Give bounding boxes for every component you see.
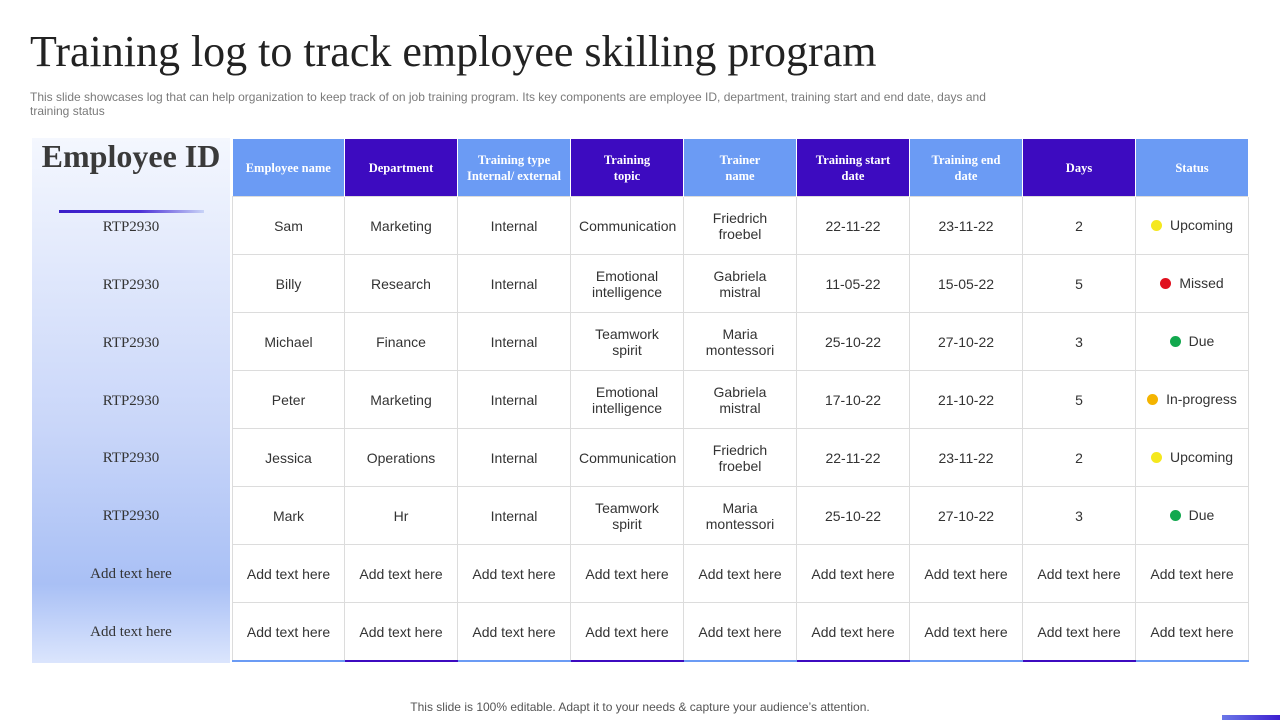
cell-text: 15-05-22 (937, 275, 995, 292)
cell-days (1023, 603, 1136, 662)
cell-employee-name (233, 545, 345, 603)
cell-department (345, 371, 458, 429)
cell-text: 22-11-22 (825, 449, 881, 466)
cell-start-date (797, 429, 910, 487)
header-status (1136, 139, 1249, 197)
status-label: In-progress (1166, 391, 1237, 408)
header-label: Department (368, 160, 434, 175)
cell-employee-name (233, 487, 345, 545)
status-badge (1160, 275, 1223, 291)
cell-text: Gabriela mistral (713, 267, 767, 300)
status-dot-icon (1151, 452, 1162, 463)
header-end-date (910, 139, 1023, 197)
cell-trainer-name (684, 545, 797, 603)
cell-text: Add text here (472, 623, 556, 640)
status-label: Upcoming (1169, 449, 1234, 466)
cell-employee-name (233, 313, 345, 371)
cell-text: 25-10-22 (824, 507, 882, 524)
cell-training-type (458, 429, 571, 487)
employee-id-cell: RTP2930 (102, 219, 160, 235)
header-label: Employee name (245, 160, 331, 175)
status-badge (1170, 507, 1215, 523)
employee-id-heading: Employee ID (41, 138, 221, 174)
cell-text: Finance (376, 333, 426, 350)
cell-start-date (797, 371, 910, 429)
cell-department (345, 603, 458, 662)
table-row (233, 255, 1249, 313)
cell-text: 27-10-22 (937, 507, 995, 524)
cell-status (1136, 255, 1249, 313)
cell-text: Internal (490, 391, 538, 408)
cell-text: Add text here (359, 565, 443, 582)
cell-text: 23-11-22 (938, 217, 994, 234)
cell-text: Add text here (585, 623, 669, 640)
cell-text: 27-10-22 (937, 333, 995, 350)
cell-text: Communication (579, 449, 677, 466)
cell-start-date (797, 487, 910, 545)
cell-text: Add text here (1037, 623, 1121, 640)
cell-text: 11-05-22 (825, 275, 881, 292)
header-label: Training topic (603, 152, 651, 183)
header-label: Training start date (815, 152, 891, 183)
cell-text: Hr (393, 507, 409, 524)
cell-text: 3 (1075, 507, 1083, 524)
cell-trainer-name (684, 603, 797, 662)
status-dot-icon (1160, 278, 1171, 289)
cell-text: Operations (366, 449, 436, 466)
table-row (233, 429, 1249, 487)
cell-days (1023, 197, 1136, 255)
cell-training-topic (571, 313, 684, 371)
cell-training-topic (571, 371, 684, 429)
cell-days (1023, 313, 1136, 371)
cell-training-topic (571, 545, 684, 603)
cell-text: Add text here (246, 565, 331, 582)
status-badge (1151, 449, 1233, 465)
cell-text: 21-10-22 (937, 391, 995, 408)
cell-text: Teamwork spirit (595, 325, 659, 358)
cell-end-date (910, 603, 1023, 662)
cell-text: Add text here (1150, 623, 1234, 640)
cell-training-topic (571, 197, 684, 255)
cell-text: Internal (490, 507, 538, 524)
table-row (233, 371, 1249, 429)
cell-text: Add text here (698, 565, 782, 582)
cell-trainer-name (684, 313, 797, 371)
employee-id-cell: RTP2930 (102, 450, 160, 466)
cell-text: 25-10-22 (824, 333, 882, 350)
cell-trainer-name (684, 197, 797, 255)
cell-text: Internal (490, 449, 538, 466)
cell-end-date (910, 545, 1023, 603)
cell-training-type (458, 371, 571, 429)
cell-days (1023, 545, 1136, 603)
cell-text: 2 (1075, 449, 1083, 466)
table-row (233, 487, 1249, 545)
cell-text: Add text here (811, 623, 895, 640)
cell-department (345, 429, 458, 487)
cell-end-date (910, 197, 1023, 255)
cell-text: 5 (1075, 275, 1083, 292)
cell-employee-name (233, 255, 345, 313)
cell-text: Add text here (924, 623, 1008, 640)
table-header-row (233, 139, 1249, 197)
training-log-table (232, 139, 1249, 662)
cell-text: Peter (271, 391, 306, 408)
cell-trainer-name (684, 487, 797, 545)
header-days (1023, 139, 1136, 197)
header-label: Days (1065, 160, 1093, 175)
cell-start-date (797, 255, 910, 313)
cell-text: Billy (275, 275, 302, 292)
cell-text: Communication (579, 217, 677, 234)
cell-department (345, 313, 458, 371)
cell-text: 2 (1075, 217, 1083, 234)
cell-end-date (910, 255, 1023, 313)
cell-text: 17-10-22 (824, 391, 882, 408)
cell-text: Internal (490, 275, 538, 292)
cell-end-date (910, 371, 1023, 429)
page-title: Training log to track employee skilling program (30, 27, 877, 76)
cell-text: Internal (490, 333, 538, 350)
cell-days (1023, 255, 1136, 313)
cell-training-type (458, 313, 571, 371)
cell-text: Internal (490, 217, 538, 234)
status-label: Missed (1179, 275, 1224, 292)
cell-end-date (910, 429, 1023, 487)
cell-status (1136, 197, 1249, 255)
employee-id-cell: Add text here (90, 624, 172, 640)
cell-text: Add text here (359, 623, 443, 640)
cell-text: Gabriela mistral (713, 383, 767, 416)
status-badge (1170, 333, 1215, 349)
footer-note: This slide is 100% editable. Adapt it to your needs & capture your audience’s attention. (410, 700, 870, 714)
cell-status (1136, 371, 1249, 429)
status-badge (1151, 217, 1233, 233)
header-trainer-name (684, 139, 797, 197)
cell-status (1136, 545, 1249, 603)
cell-text: Mark (272, 507, 305, 524)
cell-training-type (458, 487, 571, 545)
status-dot-icon (1170, 510, 1181, 521)
cell-text: Maria montessori (705, 499, 775, 532)
header-start-date (797, 139, 910, 197)
cell-training-topic (571, 255, 684, 313)
cell-text: Teamwork spirit (595, 499, 659, 532)
table-row (233, 197, 1249, 255)
header-label: Status (1175, 160, 1209, 175)
header-employee-name (233, 139, 345, 197)
cell-text: Add text here (924, 565, 1008, 582)
cell-start-date (797, 545, 910, 603)
status-label: Due (1188, 333, 1215, 350)
header-department (345, 139, 458, 197)
cell-start-date (797, 197, 910, 255)
cell-department (345, 255, 458, 313)
cell-status (1136, 313, 1249, 371)
cell-days (1023, 429, 1136, 487)
cell-text: Add text here (246, 623, 331, 640)
cell-text: 22-11-22 (825, 217, 881, 234)
cell-text: 3 (1075, 333, 1083, 350)
cell-status (1136, 429, 1249, 487)
status-dot-icon (1147, 394, 1158, 405)
cell-department (345, 197, 458, 255)
header-label: Training end date (931, 152, 1001, 183)
cell-trainer-name (684, 429, 797, 487)
header-training-type (458, 139, 571, 197)
cell-text: Sam (274, 217, 303, 234)
cell-days (1023, 371, 1136, 429)
employee-id-panel (32, 138, 230, 663)
cell-training-type (458, 255, 571, 313)
cell-trainer-name (684, 255, 797, 313)
table-row (233, 313, 1249, 371)
cell-employee-name (233, 197, 345, 255)
cell-start-date (797, 603, 910, 662)
cell-text: Add text here (1037, 565, 1121, 582)
cell-text: Add text here (698, 623, 782, 640)
cell-employee-name (233, 603, 345, 662)
employee-id-cell: RTP2930 (102, 335, 160, 351)
cell-training-type (458, 603, 571, 662)
cell-text: Emotional intelligence (591, 267, 663, 300)
cell-text: Add text here (472, 565, 556, 582)
cell-training-topic (571, 429, 684, 487)
table-row (233, 603, 1249, 662)
cell-end-date (910, 313, 1023, 371)
cell-text: 23-11-22 (938, 449, 994, 466)
cell-text: Jessica (265, 449, 312, 466)
cell-text: Marketing (370, 391, 432, 408)
cell-status (1136, 487, 1249, 545)
cell-department (345, 545, 458, 603)
cell-text: Friedrich froebel (712, 441, 768, 474)
cell-trainer-name (684, 371, 797, 429)
cell-employee-name (233, 429, 345, 487)
cell-end-date (910, 487, 1023, 545)
employee-id-cell: RTP2930 (102, 508, 160, 524)
status-dot-icon (1170, 336, 1181, 347)
cell-days (1023, 487, 1136, 545)
cell-text: 5 (1075, 391, 1083, 408)
page-subtitle: This slide showcases log that can help organization to keep track of on job training program. Its key components are employee ID, department, training start and end date, days and training status (30, 90, 986, 118)
header-label: Trainer name (719, 152, 761, 183)
corner-accent-bar (1222, 715, 1280, 720)
status-badge (1147, 391, 1237, 407)
cell-department (345, 487, 458, 545)
employee-id-cell: RTP2930 (102, 393, 160, 409)
table-row (233, 545, 1249, 603)
header-training-topic (571, 139, 684, 197)
cell-start-date (797, 313, 910, 371)
cell-employee-name (233, 371, 345, 429)
header-label: Training type Internal/ external (466, 152, 562, 183)
cell-training-topic (571, 603, 684, 662)
cell-status (1136, 603, 1249, 662)
status-label: Upcoming (1169, 217, 1234, 234)
cell-text: Maria montessori (705, 325, 775, 358)
cell-text: Michael (264, 333, 313, 350)
cell-text: Add text here (811, 565, 895, 582)
cell-text: Friedrich froebel (712, 209, 768, 242)
employee-id-cell: Add text here (90, 566, 172, 582)
cell-text: Add text here (585, 565, 669, 582)
cell-text: Add text here (1150, 565, 1234, 582)
cell-text: Marketing (370, 217, 432, 234)
cell-training-type (458, 545, 571, 603)
cell-training-type (458, 197, 571, 255)
status-label: Due (1188, 507, 1215, 524)
cell-training-topic (571, 487, 684, 545)
employee-id-cell: RTP2930 (102, 277, 160, 293)
status-dot-icon (1151, 220, 1162, 231)
cell-text: Emotional intelligence (591, 383, 663, 416)
cell-text: Research (371, 275, 431, 292)
